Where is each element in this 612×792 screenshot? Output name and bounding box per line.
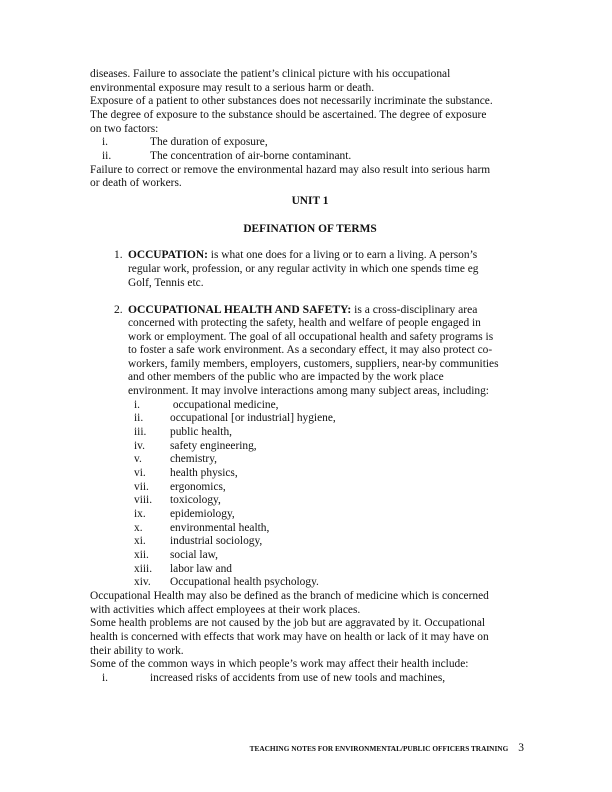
list-number: xiii.: [134, 562, 153, 575]
list-number: v.: [134, 453, 142, 466]
list-number: xi.: [134, 535, 146, 548]
text-line: workers, family members, employers, customers, suppliers, near-by communities: [128, 357, 499, 370]
text-line: Exposure of a patient to other substances does not necessarily incriminate the substance.: [90, 95, 493, 108]
list-item: [86, 522, 530, 536]
list-number: vii.: [134, 480, 149, 493]
list-text: toxicology,: [170, 494, 221, 507]
ways-list: [90, 672, 530, 686]
list-item: [86, 440, 530, 454]
text-line: Occupational Health may also be defined as the branch of medicine which is concerned: [90, 589, 489, 602]
definition-term: OCCUPATIONAL HEALTH AND SAFETY:: [128, 303, 352, 317]
list-text: occupational [or industrial] hygiene,: [170, 412, 336, 425]
intro-paragraph: [90, 68, 530, 136]
list-text: public health,: [170, 426, 232, 439]
list-text: occupational medicine,: [170, 398, 279, 411]
list-text: safety engineering,: [170, 439, 257, 452]
text-line: to foster a safe work environment. As a secondary effect, it may also protect co-: [128, 344, 493, 357]
list-item: [86, 576, 530, 590]
list-item: [86, 453, 530, 467]
list-text: health physics,: [170, 467, 238, 480]
list-text: epidemiology,: [170, 508, 235, 521]
list-text: increased risks of accidents from use of new tools and machines,: [150, 671, 446, 684]
list-number: i.: [134, 398, 141, 411]
definition-occupation: [90, 249, 530, 290]
list-item: [86, 494, 530, 508]
list-item: [86, 508, 530, 522]
list-number: ii.: [102, 149, 112, 162]
text-line: environmental exposure may result to a serious harm or death.: [90, 81, 375, 94]
list-text: The concentration of air-borne contaminant.: [150, 149, 352, 162]
definition-text: is a cross-disciplinary area: [351, 303, 478, 317]
page-number: 3: [518, 742, 524, 754]
list-item: [86, 399, 530, 413]
list-item: [90, 136, 530, 150]
list-number: iii.: [134, 426, 147, 439]
definition-text: is what one does for a living or to earn a living. A person’s: [207, 249, 478, 262]
text-line: environment. It may involve interactions among many subject areas, including:: [128, 385, 489, 398]
list-text: The duration of exposure,: [150, 136, 268, 149]
list-item: [86, 412, 530, 426]
unit-title: UNIT 1: [291, 194, 329, 207]
definition-number: 1.: [114, 249, 123, 262]
definition-term: OCCUPATION:: [128, 249, 208, 262]
list-text: environmental health,: [170, 521, 270, 534]
list-number: x.: [134, 521, 143, 534]
list-item: [86, 535, 530, 549]
list-item: [90, 150, 530, 164]
text-line: their ability to work.: [90, 644, 184, 657]
text-line: on two factors:: [90, 122, 159, 135]
list-number: i.: [102, 671, 109, 684]
list-item: [86, 481, 530, 495]
list-number: xiv.: [134, 576, 151, 589]
list-number: xii.: [134, 549, 149, 561]
list-text: labor law and: [170, 562, 232, 575]
list-item: [86, 563, 530, 577]
text-line: The degree of exposure to the substance should be ascertained. The degree of exposure: [90, 108, 487, 121]
text-line: regular work, profession, or any regular activity in which one spends time eg: [128, 262, 479, 275]
list-text: chemistry,: [170, 453, 218, 466]
closing-paragraphs: [90, 590, 530, 672]
list-text: social law,: [170, 549, 218, 561]
list-number: vi.: [134, 467, 146, 480]
list-text: industrial sociology,: [170, 535, 263, 548]
definition-number: 2.: [114, 303, 123, 317]
list-number: iv.: [134, 439, 145, 452]
list-item: [86, 467, 530, 481]
list-item: [86, 426, 530, 440]
list-text: ergonomics,: [170, 480, 226, 493]
list-number: i.: [102, 136, 109, 149]
text-line: or death of workers.: [90, 177, 182, 190]
list-number: viii.: [134, 494, 153, 507]
list-item: [90, 672, 530, 686]
subject-areas-list: [86, 399, 530, 590]
footer-row: [250, 742, 524, 754]
text-line: Some of the common ways in which people’s work may affect their health include:: [90, 658, 469, 671]
failure-paragraph: [90, 164, 530, 191]
section-title: DEFINATION OF TERMS: [243, 222, 377, 235]
definition-ohs: [90, 303, 530, 399]
text-line: Failure to correct or remove the environmental hazard may also result into serious harm: [90, 163, 491, 176]
factors-list: [90, 136, 530, 163]
text-line: with activities which affect employees at their work places.: [90, 603, 361, 616]
page-footer: TEACHING NOTES FOR ENVIRONMENTAL/PUBLIC OFFICERS TRAINING: [249, 744, 509, 753]
text-line: work or employment. The goal of all occupational health and safety programs is: [128, 330, 494, 343]
list-item: [86, 549, 530, 563]
document-body: [90, 68, 530, 686]
text-line: and other members of the public who are impacted by the work place: [128, 371, 444, 384]
list-number: ix.: [134, 508, 146, 521]
text-line: Some health problems are not caused by the job but are aggravated by it. Occupational: [90, 617, 486, 630]
list-number: ii.: [134, 412, 144, 425]
text-line: Golf, Tennis etc.: [128, 276, 204, 289]
text-line: diseases. Failure to associate the patient’s clinical picture with his occupational: [90, 68, 451, 80]
list-text: Occupational health psychology.: [170, 576, 319, 589]
text-line: concerned with protecting the safety, health and welfare of people engaged in: [128, 316, 481, 329]
text-line: health is concerned with effects that work may have on health or lack of it may have on: [90, 630, 489, 643]
